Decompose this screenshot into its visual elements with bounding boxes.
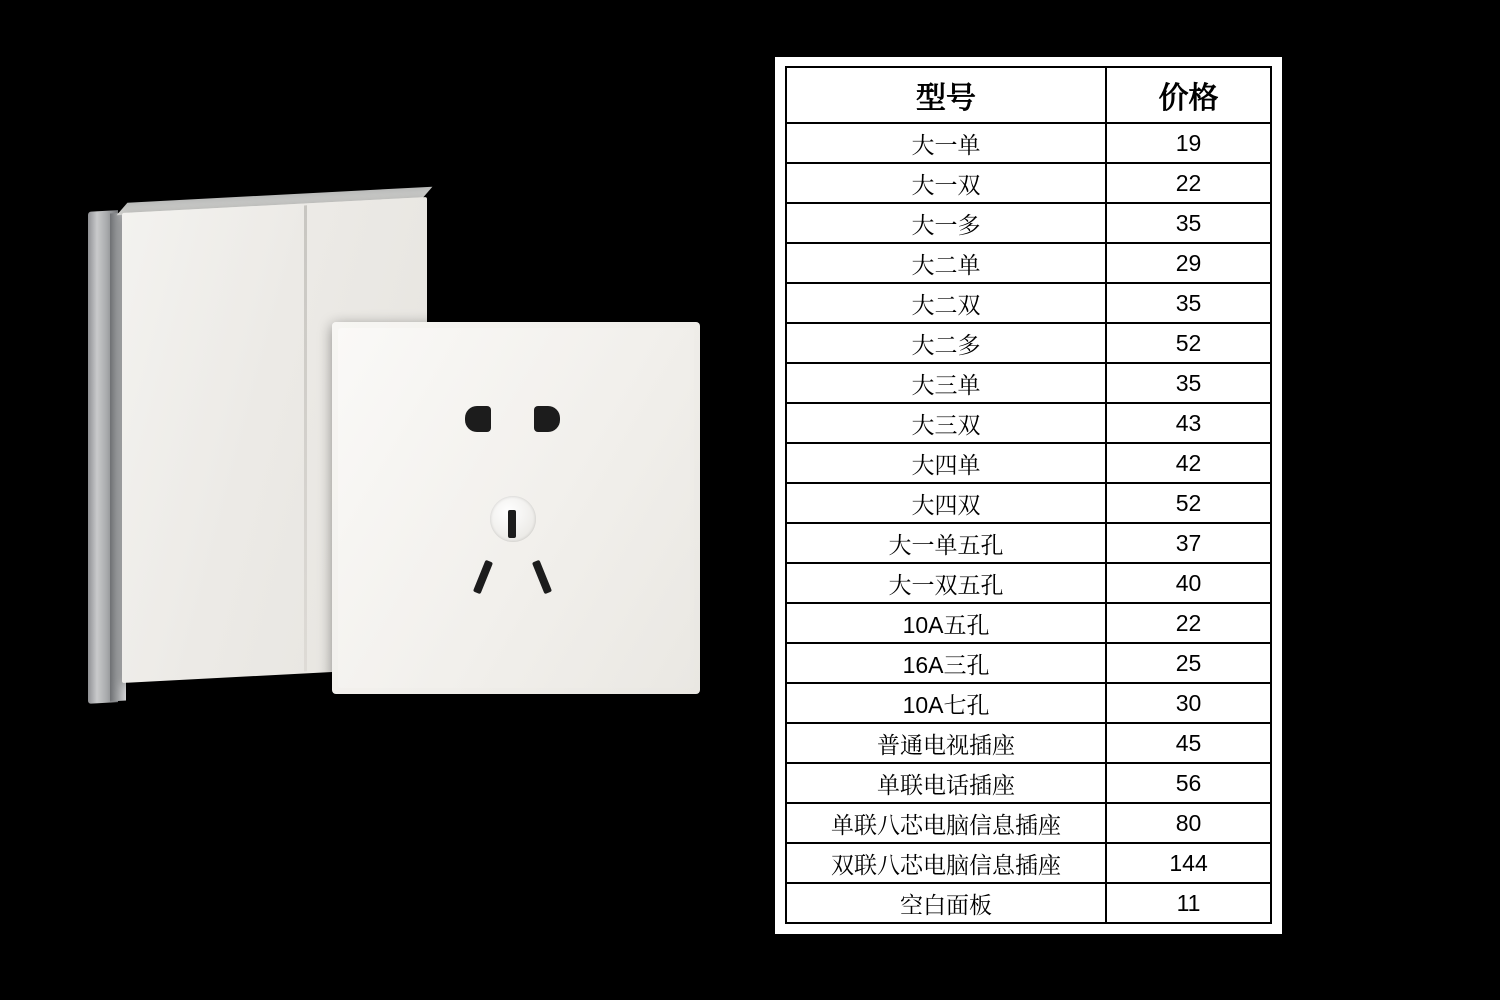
table-row	[786, 243, 1271, 283]
table-row	[786, 523, 1271, 563]
table-row	[786, 683, 1271, 723]
power-socket-panel	[332, 322, 704, 702]
column-header-model: 型号	[786, 67, 1106, 123]
price-table-body	[786, 123, 1271, 923]
cell-model: 大一单五孔	[786, 523, 1106, 563]
cell-price: 43	[1106, 403, 1271, 443]
table-row	[786, 603, 1271, 643]
cell-price: 19	[1106, 123, 1271, 163]
table-row	[786, 403, 1271, 443]
socket-live-angled-hole	[473, 560, 493, 595]
socket-earth-hole	[508, 510, 516, 538]
cell-model: 大二多	[786, 323, 1106, 363]
cell-price: 40	[1106, 563, 1271, 603]
cell-model: 大四单	[786, 443, 1106, 483]
table-header-row	[786, 67, 1271, 123]
socket-panel-face	[332, 322, 700, 694]
table-row	[786, 203, 1271, 243]
cell-price: 22	[1106, 163, 1271, 203]
table-row	[786, 363, 1271, 403]
cell-price: 35	[1106, 283, 1271, 323]
cell-price: 35	[1106, 203, 1271, 243]
socket-two-pin-right-hole	[534, 406, 560, 432]
switch-panel-seam	[304, 205, 307, 671]
table-row	[786, 643, 1271, 683]
table-row	[786, 843, 1271, 883]
cell-model: 大四双	[786, 483, 1106, 523]
cell-price: 42	[1106, 443, 1271, 483]
cell-price: 80	[1106, 803, 1271, 843]
table-row	[786, 283, 1271, 323]
column-header-price: 价格	[1106, 67, 1271, 123]
cell-model: 大二单	[786, 243, 1106, 283]
cell-model: 大二双	[786, 283, 1106, 323]
cell-price: 52	[1106, 323, 1271, 363]
cell-price: 52	[1106, 483, 1271, 523]
cell-price: 37	[1106, 523, 1271, 563]
table-row	[786, 723, 1271, 763]
table-row	[786, 883, 1271, 923]
table-row	[786, 763, 1271, 803]
price-table-card	[775, 57, 1282, 934]
cell-price: 29	[1106, 243, 1271, 283]
cell-model: 单联电话插座	[786, 763, 1106, 803]
cell-model: 双联八芯电脑信息插座	[786, 843, 1106, 883]
socket-panel-inner-face	[338, 328, 694, 688]
cell-price: 25	[1106, 643, 1271, 683]
cell-model: 大一多	[786, 203, 1106, 243]
price-table	[785, 66, 1272, 924]
socket-two-pin-left-hole	[465, 406, 491, 432]
cell-model: 大一双	[786, 163, 1106, 203]
cell-model: 普通电视插座	[786, 723, 1106, 763]
table-row	[786, 163, 1271, 203]
cell-price: 56	[1106, 763, 1271, 803]
cell-model: 10A七孔	[786, 683, 1106, 723]
cell-price: 11	[1106, 883, 1271, 923]
cell-price: 144	[1106, 843, 1271, 883]
cell-price: 35	[1106, 363, 1271, 403]
cell-model: 大三双	[786, 403, 1106, 443]
cell-price: 22	[1106, 603, 1271, 643]
cell-model: 10A五孔	[786, 603, 1106, 643]
table-row	[786, 803, 1271, 843]
cell-model: 空白面板	[786, 883, 1106, 923]
cell-model: 大一单	[786, 123, 1106, 163]
table-row	[786, 443, 1271, 483]
table-row	[786, 123, 1271, 163]
cell-model: 16A三孔	[786, 643, 1106, 683]
cell-model: 单联八芯电脑信息插座	[786, 803, 1106, 843]
cell-price: 30	[1106, 683, 1271, 723]
table-row	[786, 323, 1271, 363]
table-row	[786, 483, 1271, 523]
cell-price: 45	[1106, 723, 1271, 763]
table-row	[786, 563, 1271, 603]
cell-model: 大三单	[786, 363, 1106, 403]
socket-neutral-angled-hole	[532, 560, 552, 595]
cell-model: 大一双五孔	[786, 563, 1106, 603]
